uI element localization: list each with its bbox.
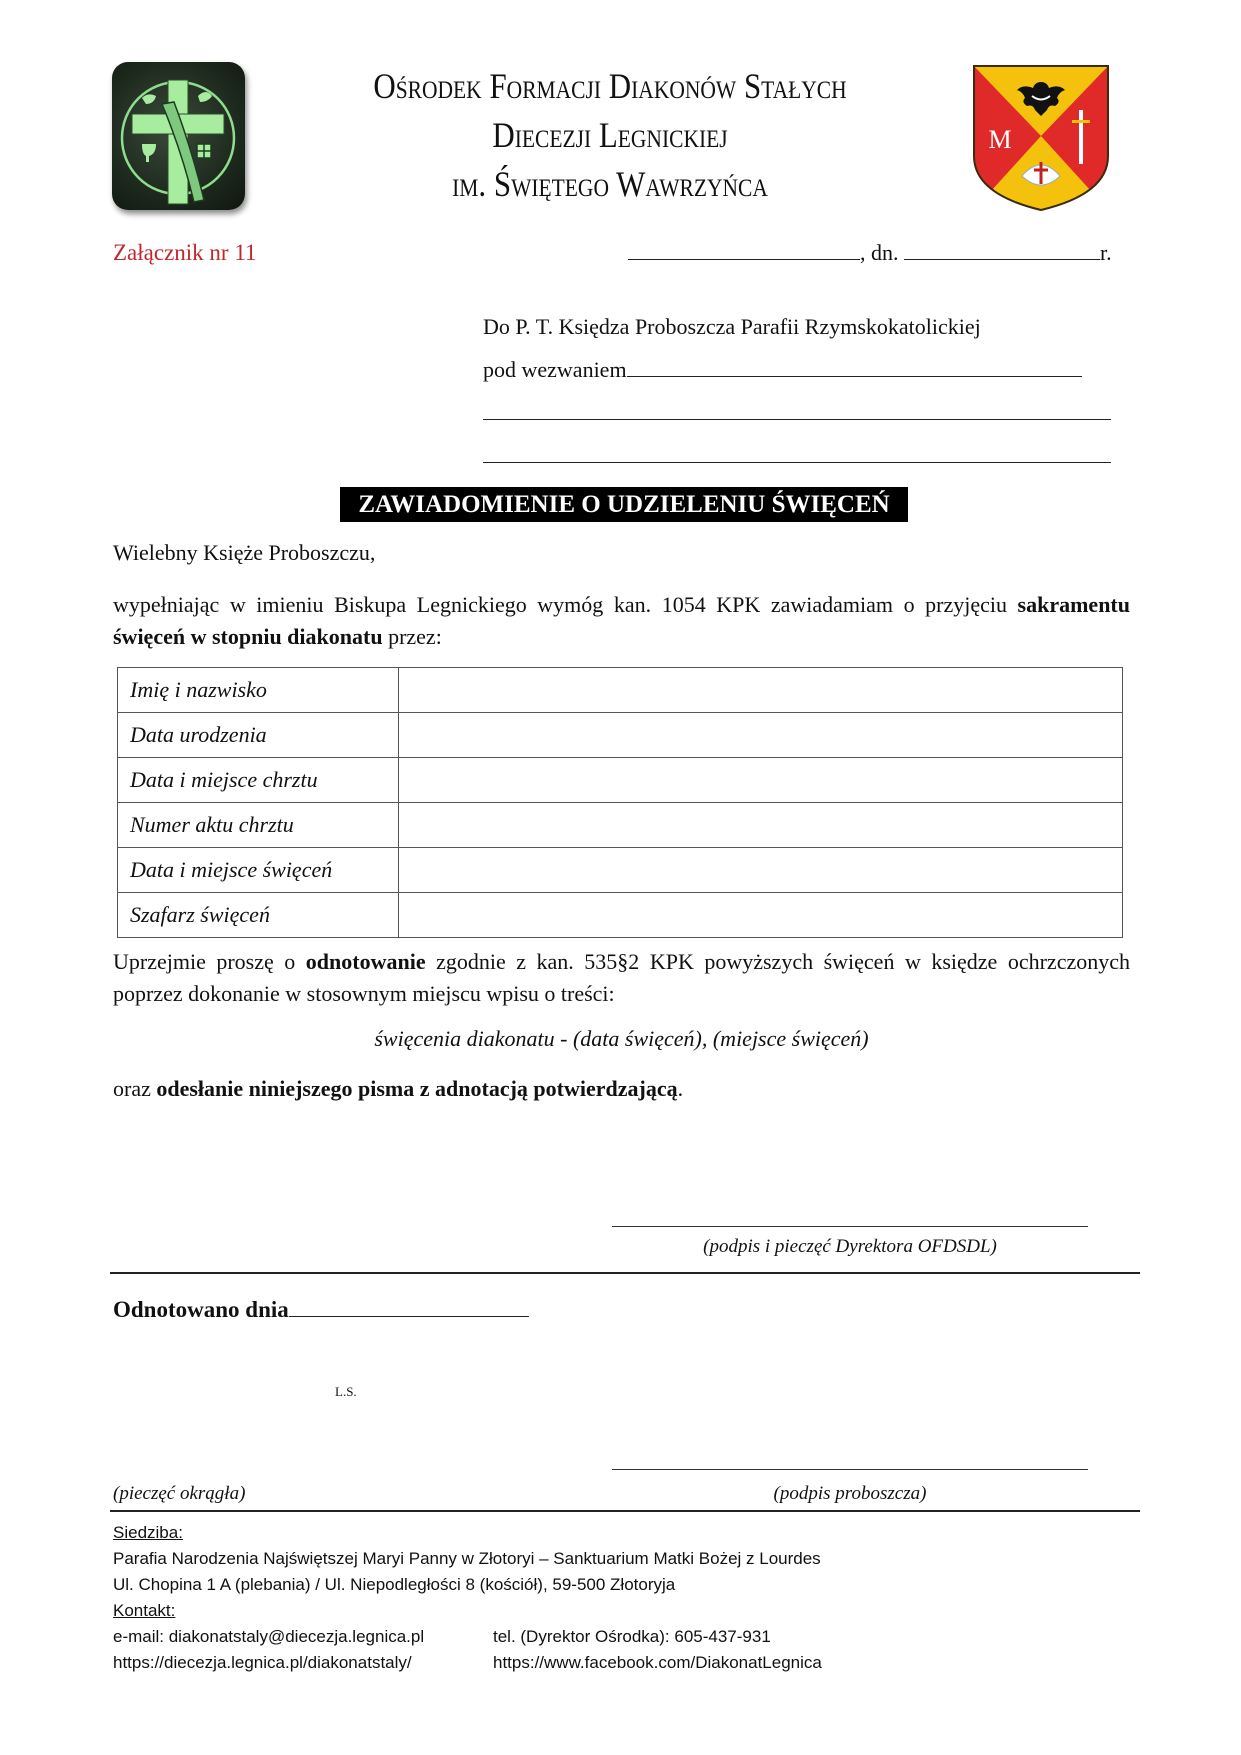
field-value-input[interactable] (399, 848, 1126, 892)
return-request-paragraph (113, 1076, 683, 1102)
paragraph2-bold: odnotowanie (305, 949, 426, 974)
noted-label: Odnotowano dnia (113, 1297, 289, 1322)
paragraph3-bold: odesłanie niniejszego pisma z adnotacją potwierdzającą (156, 1076, 678, 1101)
seal-caption: (pieczęć okrągła) (113, 1483, 246, 1504)
seat-line-1: Parafia Narodzenia Najświętszej Maryi Panny w Złotoryi – Sanktuarium Matki Bożej z Lourdes (113, 1549, 821, 1568)
noted-date-line (113, 1296, 529, 1323)
document-title: ZAWIADOMIENIE O UDZIELENIU ŚWIĘCEŃ (340, 487, 908, 522)
footer-divider (110, 1510, 1140, 1512)
field-value-cell (399, 713, 1123, 758)
field-value-input[interactable] (399, 803, 1126, 847)
coat-of-arms-crest-icon (972, 64, 1110, 212)
ordinand-data-table (117, 667, 1123, 938)
svg-text:M: M (988, 125, 1012, 154)
address-line-2 (483, 355, 1123, 398)
request-paragraph (113, 946, 1130, 1010)
paragraph1-suffix: przez: (382, 624, 442, 649)
date-suffix: r. (1100, 240, 1112, 265)
paragraph3-prefix: oraz (113, 1076, 157, 1101)
seat-line-2: Ul. Chopina 1 A (plebania) / Ul. Niepodległości 8 (kościół), 59-500 Złotoryja (113, 1575, 676, 1594)
field-value-input[interactable] (399, 713, 1126, 757)
date-separator: , dn. (860, 240, 904, 265)
entry-formula: święcenia diakonatu - (data święceń), (miejsce święceń) (374, 1026, 869, 1051)
field-value-cell (399, 758, 1123, 803)
table-row (118, 848, 1123, 893)
phone-number: tel. (Dyrektor Ośrodka): 605-437-931 (493, 1627, 771, 1646)
contact-row-1 (113, 1624, 1133, 1650)
date-field[interactable] (904, 241, 1100, 260)
field-value-input[interactable] (399, 758, 1126, 802)
crest-graphic (972, 64, 1110, 212)
priest-signature-caption: (podpis proboszcza) (773, 1483, 927, 1504)
field-label: Data i miejsce chrztu (118, 758, 399, 803)
contact-heading: Kontakt: (113, 1601, 176, 1620)
contact-row-2 (113, 1650, 1133, 1676)
notification-paragraph (113, 589, 1130, 653)
field-label: Data urodzenia (118, 713, 399, 758)
field-value-input[interactable] (399, 893, 1126, 937)
address-line-1: Do P. T. Księdza Proboszcza Parafii Rzymskokatolickiej (483, 314, 981, 339)
paragraph3-suffix: . (677, 1076, 684, 1101)
seat-heading: Siedziba: (113, 1523, 183, 1542)
table-row (118, 713, 1123, 758)
table-row (118, 758, 1123, 803)
diaconate-cross-logo-icon (112, 62, 245, 210)
institution-title-line-1: Ośrodek Formacji Diakonów Stałych (373, 66, 847, 106)
field-value-cell (399, 848, 1123, 893)
facebook-link[interactable]: https://www.facebook.com/DiakonatLegnica (493, 1653, 822, 1672)
priest-signature-field[interactable] (612, 1469, 1088, 1470)
table-row (118, 893, 1123, 938)
paragraph2-suffix: zgodnie z kan. 535§2 KPK powyższych święceń w księdze ochrzczonych poprzez dokonanie w stosownym miejscu wpisu o treści: (113, 949, 1130, 1006)
institution-title-line-3: im. Świętego Wawrzyńca (452, 164, 768, 204)
field-label: Data i miejsce święceń (118, 848, 399, 893)
parish-name-field-1[interactable] (483, 399, 1111, 420)
field-value-cell (399, 668, 1123, 713)
noted-date-field[interactable] (289, 1296, 529, 1317)
paragraph1-bold: sakramentu święceń w stopniu diakonatu (113, 592, 1130, 649)
institution-title-line-2: Diecezji Legnickiej (492, 115, 728, 155)
recipient-address (483, 312, 1123, 484)
attachment-label: Załącznik nr 11 (113, 240, 257, 265)
table-row (118, 803, 1123, 848)
field-label: Numer aktu chrztu (118, 803, 399, 848)
logo-graphic (112, 62, 245, 210)
email-link[interactable]: e-mail: diakonatstaly@diecezja.legnica.pl (113, 1627, 425, 1646)
parish-name-field-2[interactable] (483, 442, 1111, 463)
field-value-input[interactable] (399, 668, 1126, 712)
greeting: Wielebny Księże Proboszczu, (113, 540, 376, 565)
place-date-line (628, 240, 1128, 266)
director-signature-field[interactable] (612, 1226, 1088, 1227)
field-label: Imię i nazwisko (118, 668, 399, 713)
footer (113, 1520, 1133, 1676)
institution-title (280, 62, 940, 209)
section-divider (110, 1272, 1140, 1274)
place-field[interactable] (628, 241, 860, 260)
table-row (118, 668, 1123, 713)
address-line-4 (483, 441, 1123, 484)
address-line-3 (483, 398, 1123, 441)
field-value-cell (399, 803, 1123, 848)
field-value-cell (399, 893, 1123, 938)
paragraph2-prefix: Uprzejmie proszę o (113, 949, 306, 974)
paragraph1-text: wypełniając w imieniu Biskupa Legnickiego wymóg kan. 1054 KPK zawiadamiam o przyjęciu (113, 592, 1018, 617)
parish-dedication-field[interactable] (627, 356, 1082, 377)
field-label: Szafarz święceń (118, 893, 399, 938)
locus-sigilli-label: L.S. (335, 1384, 357, 1399)
director-signature-caption: (podpis i pieczęć Dyrektora OFDSDL) (703, 1236, 997, 1257)
address-dedication-label: pod wezwaniem (483, 357, 627, 382)
website-link[interactable]: https://diecezja.legnica.pl/diakonatstaly/ (113, 1653, 412, 1672)
